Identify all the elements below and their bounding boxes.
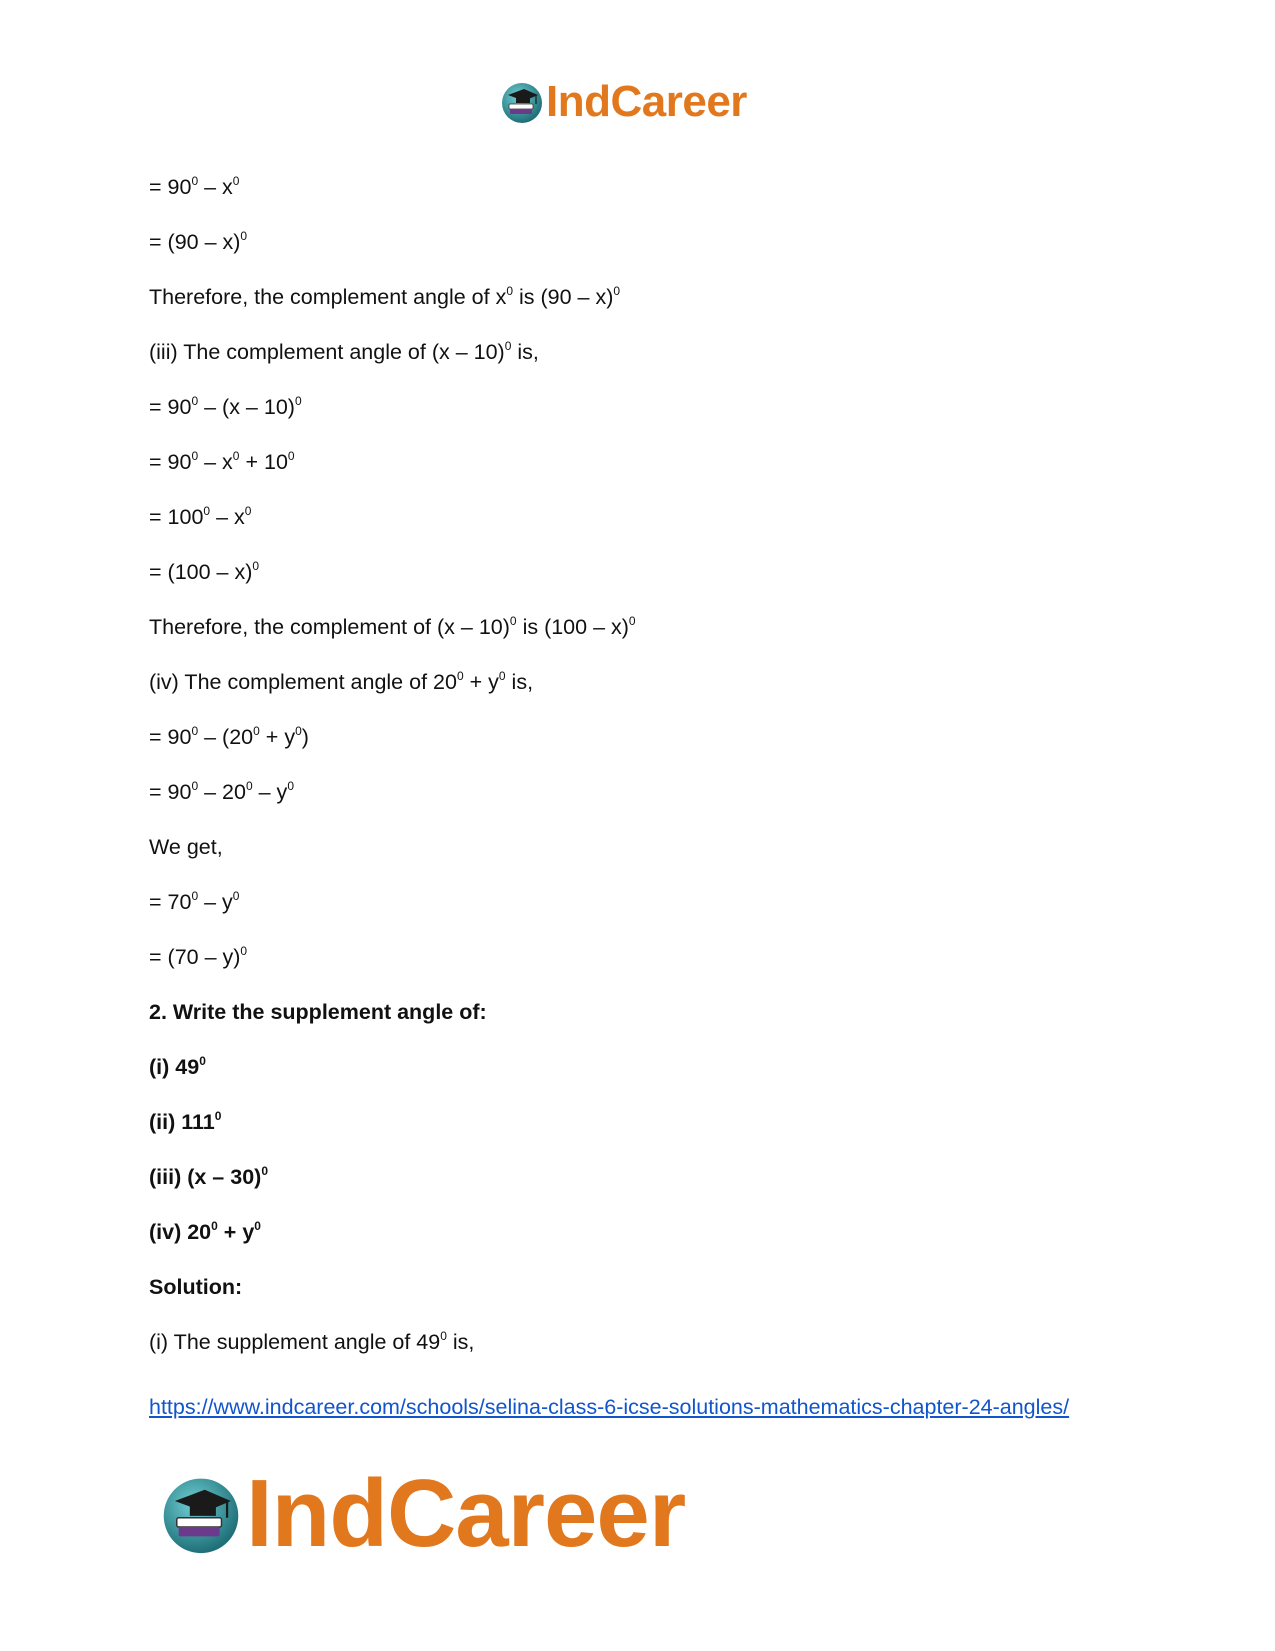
text-line: (iv) $20^0 + y^0$ (149, 1219, 261, 1244)
text-line: 2. Write the supplement angle of: (149, 1000, 487, 1024)
text-line: = (70 – y)$^0$ (149, 944, 248, 969)
graduation-cap-books-globe-icon (500, 80, 544, 124)
text-line: Therefore, the complement angle of $x^0$ is (90 – x)$^0$ (149, 284, 621, 309)
text-line: = (90 – x)$^0$ (149, 229, 248, 254)
text-line: = $90^0 - x^0$ (149, 174, 240, 199)
graduation-cap-books-globe-icon (160, 1473, 242, 1555)
footer-logo (160, 1460, 686, 1567)
logo-text: IndCareer (546, 77, 747, 126)
document-body (149, 174, 1149, 1384)
text-line: (iii) (x – 30)$^0$ (149, 1164, 268, 1189)
text-line: (i) The supplement angle of $49^0$ is, (149, 1329, 475, 1354)
logo-text: IndCareer (246, 1460, 686, 1567)
text-line: (ii) $111^0$ (149, 1109, 222, 1134)
text-line: (i) $49^0$ (149, 1054, 206, 1079)
text-line: = (100 – x)$^0$ (149, 559, 260, 584)
text-line: = $90^0 - (20^0 + y^0)$ (149, 724, 309, 749)
source-url-link[interactable]: https://www.indcareer.com/schools/selina-class-6-icse-solutions-mathematics-chapter-24-angles/ (149, 1395, 1070, 1419)
text-line: = $90^0 - x^0 + 10^0$ (149, 449, 295, 474)
text-line: = $70^0 - y^0$ (149, 889, 240, 914)
text-line: We get, (149, 835, 223, 859)
text-line: (iii) The complement angle of (x – 10)$^0$ is, (149, 339, 539, 364)
text-line: Therefore, the complement of (x – 10)$^0$ is (100 – x)$^0$ (149, 614, 636, 639)
text-line: = $100^0 - x^0$ (149, 504, 252, 529)
header-logo (500, 77, 747, 126)
text-line: (iv) The complement angle of $20^0 + y^0$ is, (149, 669, 534, 694)
text-line: = $90^0 - 20^0 - y^0$ (149, 779, 294, 804)
text-line: = $90^0 - (x - 10)^0$ (149, 394, 302, 419)
text-line: Solution: (149, 1275, 243, 1299)
